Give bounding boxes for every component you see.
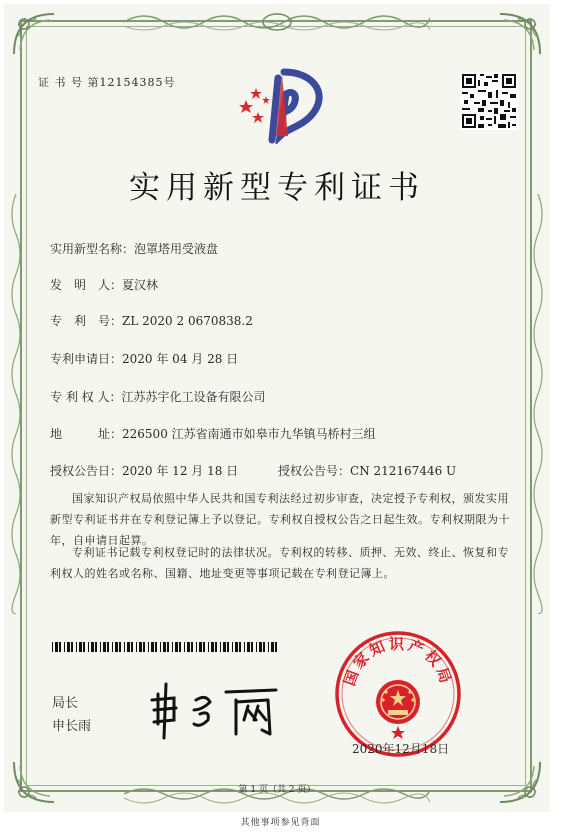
field-label: 专 利 权 人： [50, 390, 122, 404]
footer-note: 其他事项参见背面 [240, 818, 321, 828]
field-label: 实用新型名称： [50, 242, 135, 256]
corner-ornament [10, 10, 56, 56]
barcode-icon [52, 642, 278, 652]
patentee-name: 江苏苏宇化工设备有限公司 [121, 390, 266, 404]
cnipa-logo-icon [232, 66, 332, 144]
seal-date: 2020年12月18日 [352, 742, 450, 756]
side-ornament [530, 194, 546, 614]
grant-number: CN 212167446 U [350, 464, 457, 478]
grant-date: 2020 年 12 月 18 日 [122, 464, 239, 478]
field-label: 专利申请日： [50, 352, 123, 366]
grant-number-row [278, 462, 456, 479]
seal-text: 国家知识产权局 [340, 634, 456, 689]
field-label: 授权公告号： [278, 464, 351, 478]
top-ornament [124, 8, 430, 34]
patent-number: ZL 2020 2 0670838.2 [122, 314, 253, 328]
field-label: 专 利 号： [50, 314, 123, 328]
corner-ornament [498, 10, 544, 56]
side-ornament [8, 194, 24, 614]
inventor-row [50, 276, 158, 293]
director-title: 局长 [52, 696, 79, 711]
certificate-number: 证 书 号 第12154385号 [38, 76, 176, 89]
field-label: 发 明 人： [50, 278, 123, 292]
patentee-address: 226500 江苏省南通市如皋市九华镇马桥村三组 [122, 427, 376, 441]
field-label: 授权公告日： [50, 464, 123, 478]
field-label: 地 址： [50, 427, 123, 441]
signature-icon [144, 680, 294, 742]
patent-number-row [50, 312, 253, 329]
seal-icon [334, 630, 462, 758]
utility-model-name: 泡罩塔用受液盘 [134, 242, 219, 256]
certificate-title: 实用新型专利证书 [129, 170, 425, 206]
page-number: 第 1 页（共 2 页） [238, 785, 316, 795]
qr-code-icon [460, 72, 518, 130]
inventor-name: 夏汉林 [122, 278, 159, 292]
filing-date-row [50, 350, 238, 367]
legal-paragraph-2: 专利证书记载专利权登记时的法律状况。专利权的转移、质押、无效、终止、恢复和专利权人的姓名或名称、国籍、地址变更等事项记载在专利登记簿上。 [50, 546, 509, 580]
patentee-row [50, 388, 265, 405]
grant-date-row [50, 462, 238, 479]
certificate-sheet [4, 4, 550, 812]
legal-paragraph-1: 国家知识产权局依照中华人民共和国专利法经过初步审查，决定授予专利权，颁发实用新型专利证书并在专利登记簿上予以登记。专利权自授权公告之日起生效。专利权期限为十年，自申请日起算。 [50, 492, 510, 547]
utility-model-name-row [50, 240, 218, 257]
filing-date: 2020 年 04 月 28 日 [122, 352, 239, 366]
director-name: 申长雨 [52, 719, 92, 734]
address-row [50, 425, 376, 442]
